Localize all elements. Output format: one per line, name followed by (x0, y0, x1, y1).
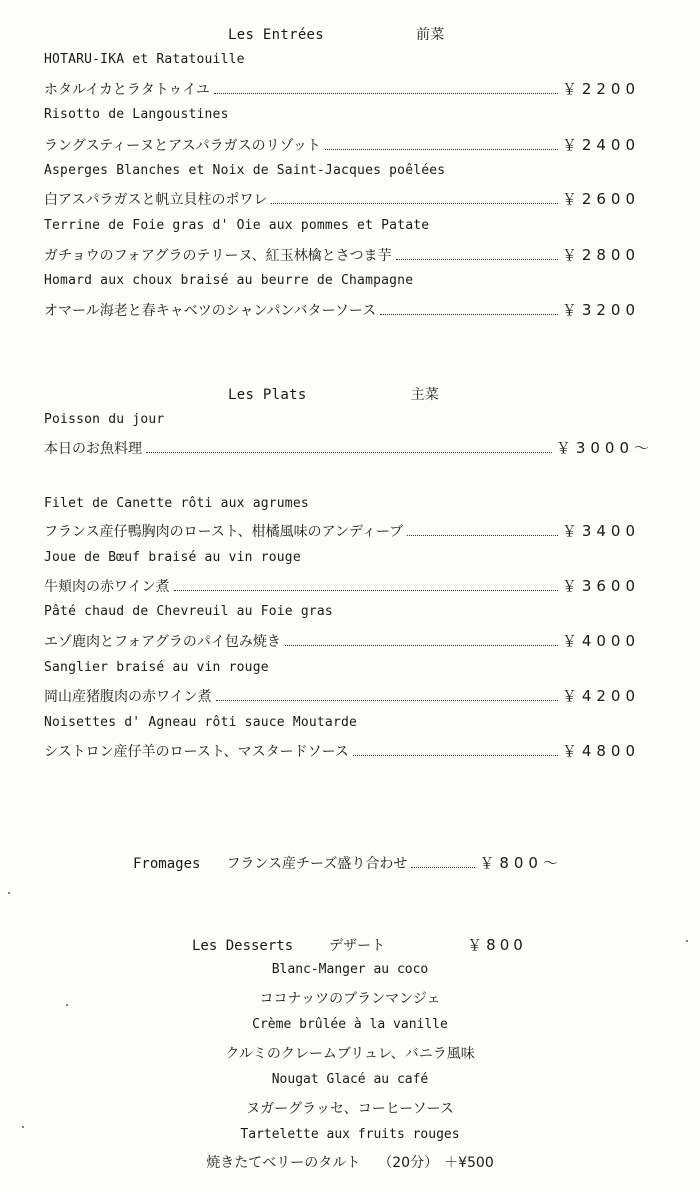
entree-2-jp: ラングスティーヌとアスパラガスのリゾット (44, 138, 321, 154)
dot-leader (216, 700, 558, 701)
entree-3-jp: 白アスパラガスと帆立貝柱のポワレ (44, 192, 268, 208)
dessert-2-fr: Crème brûlée à la vanille (252, 1017, 448, 1032)
dot-leader (353, 755, 558, 756)
dot-leader (407, 535, 558, 536)
entree-1-line (44, 78, 640, 98)
entree-3-fr: Asperges Blanches et Noix de Saint-Jacques poêlées (44, 163, 446, 178)
dot-leader (285, 645, 558, 646)
desserts-price: ￥800 (467, 936, 527, 954)
dessert-4-extra-price: ＋¥500 (444, 1155, 494, 1171)
entree-4-jp: ガチョウのフォアグラのテリーヌ、紅玉林檎とさつま芋 (44, 248, 392, 264)
entree-2-price: ￥2400 (561, 136, 640, 154)
plats-heading (228, 384, 439, 404)
plat-3-jp: 牛頬肉の赤ワイン煮 (44, 579, 170, 595)
fromages-line (133, 852, 563, 873)
dot-leader (411, 867, 475, 868)
dot-leader (396, 259, 558, 260)
dessert-1-fr: Blanc-Manger au coco (271, 962, 429, 977)
plat-6-price: ￥4800 (561, 742, 640, 760)
dot-leader (214, 93, 558, 94)
entree-3-line (44, 188, 640, 208)
entree-4-fr: Terrine de Foie gras d' Oie aux pommes et Patate (44, 218, 430, 233)
dot-leader (380, 314, 558, 315)
desserts-title-jp: デザート (329, 938, 386, 954)
dot-leader (325, 149, 558, 150)
entrees-title-jp: 前菜 (416, 27, 445, 43)
dessert-4-line (0, 1152, 700, 1172)
plat-2-line (44, 520, 640, 540)
plat-1-fr: Poisson du jour (44, 412, 165, 427)
plat-6-jp: シストロン産仔羊のロースト、マスタードソース (44, 744, 349, 760)
fromages-jp: フランス産チーズ盛り合わせ (226, 856, 408, 872)
entree-1-price: ￥2200 (561, 80, 640, 98)
entree-5-jp: オマール海老と春キャベツのシャンパンバターソース (44, 303, 377, 319)
entree-1-jp: ホタルイカとラタトゥイユ (44, 82, 210, 98)
dessert-4-note: （20分） (378, 1155, 439, 1171)
entree-5-price: ￥3200 (561, 301, 640, 319)
entree-4-price: ￥2800 (561, 246, 640, 264)
plat-2-fr: Filet de Canette rôti aux agrumes (44, 496, 309, 511)
entree-4-line (44, 244, 640, 264)
plat-4-price: ￥4000 (561, 632, 640, 650)
dot-leader (174, 590, 558, 591)
entrees-heading (228, 24, 445, 44)
plat-6-line (44, 740, 640, 760)
entree-2-line (44, 134, 640, 154)
entree-2-fr: Risotto de Langoustines (44, 107, 229, 122)
entree-3-price: ￥2600 (561, 190, 640, 208)
entree-5-line (44, 299, 640, 319)
plats-title-jp: 主菜 (410, 387, 440, 403)
plat-5-line (44, 685, 640, 705)
dessert-3-jp: ヌガーグラッセ、コーヒーソース (246, 1101, 454, 1117)
dessert-4-jp: 焼きたてベリーのタルト (206, 1155, 361, 1171)
scan-speck (8, 892, 10, 894)
dot-leader (146, 452, 552, 453)
dot-leader (271, 203, 557, 204)
plat-5-price: ￥4200 (561, 687, 640, 705)
dessert-1-jp: ココナッツのブランマンジェ (259, 991, 441, 1007)
plat-2-jp: フランス産仔鴨胸肉のロースト、柑橘風味のアンディーブ (44, 524, 404, 540)
plat-1-price: ￥3000～ (555, 439, 654, 457)
scan-speck (686, 940, 688, 942)
fromages-price: ￥800～ (479, 854, 563, 872)
plats-title-fr: Les Plats (228, 387, 307, 403)
plat-3-fr: Joue de Bœuf braisé au vin rouge (44, 550, 301, 565)
scan-speck (66, 1004, 68, 1006)
plat-6-fr: Noisettes d' Agneau rôti sauce Moutarde (44, 715, 358, 730)
plat-1-jp: 本日のお魚料理 (44, 441, 142, 457)
dessert-2-jp: クルミのクレームブリュレ、バニラ風味 (225, 1046, 475, 1062)
dessert-3-fr: Nougat Glacé au café (271, 1072, 429, 1087)
plat-5-fr: Sanglier braisé au vin rouge (44, 660, 269, 675)
plat-4-jp: エゾ鹿肉とフォアグラのパイ包み焼き (44, 634, 281, 650)
plat-4-line (44, 630, 640, 650)
entree-1-fr: HOTARU-IKA et Ratatouille (44, 52, 245, 67)
plat-4-fr: Pâté chaud de Chevreuil au Foie gras (44, 604, 333, 619)
plat-3-line (44, 575, 640, 595)
plat-3-price: ￥3600 (561, 577, 640, 595)
plat-2-price: ￥3400 (561, 522, 640, 540)
entrees-title-fr: Les Entrées (228, 27, 325, 43)
desserts-heading (192, 934, 527, 955)
desserts-title-fr: Les Desserts (192, 938, 294, 954)
fromages-title-fr: Fromages (133, 856, 201, 872)
scan-speck (22, 1126, 24, 1128)
plat-1-line (44, 437, 654, 457)
plat-5-jp: 岡山産猪腹肉の赤ワイン煮 (44, 689, 212, 705)
dessert-4-fr: Tartelette aux fruits rouges (240, 1127, 460, 1142)
entree-5-fr: Homard aux choux braisé au beurre de Champagne (44, 273, 414, 288)
